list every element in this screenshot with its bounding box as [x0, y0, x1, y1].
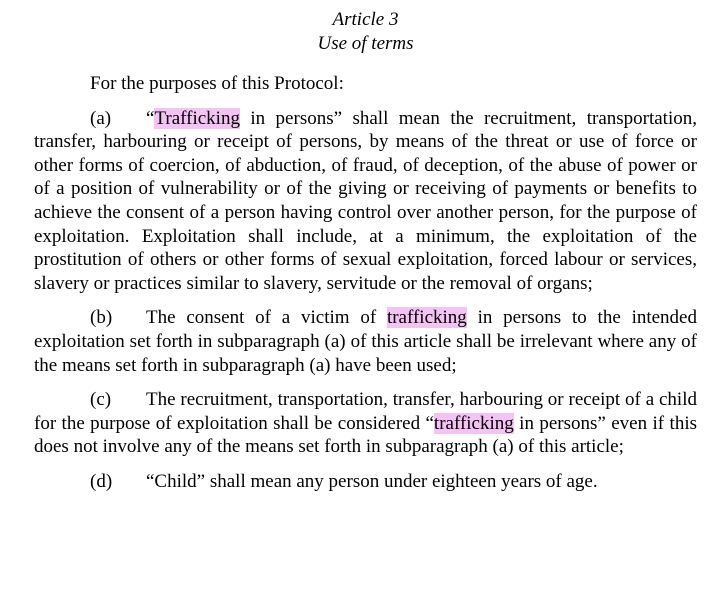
paragraph-b-after: in persons to the intended exploitation set forth in subparagraph (a) of this article shall be irrelevant where any of the means set forth in subparagraph (a) have been used;	[34, 307, 697, 376]
highlight-trafficking-c: trafficking	[433, 412, 514, 434]
paragraph-c-before: The recruitment, transportation, transfer, harbouring or receipt of a child for the purpose of exploitation shall be considered “	[34, 389, 697, 434]
highlight-trafficking-b: trafficking	[386, 307, 467, 329]
paragraph-marker-d: (d)	[90, 470, 113, 492]
intro-text: For the purposes of this Protocol:	[90, 73, 344, 94]
paragraph-c	[34, 388, 697, 459]
article-title: Use of terms	[317, 33, 414, 54]
paragraph-a	[34, 107, 697, 296]
paragraph-b	[34, 306, 697, 377]
paragraph-d	[34, 470, 697, 494]
paragraph-a-after: in persons” shall mean the recruitment, transportation, transfer, harbouring or receipt of persons, by means of the threat or use of force or other forms of coercion, of abduction, of fraud, of deception, of the abuse of power or of a position of vulnerability or of the giving or receiving of payments or benefits to achieve the consent of a person having control over another person, for the purpose of exploitation. Exploitation shall include, at a minimum, the exploitation of the prostitution of others or other forms of sexual exploitation, forced labour or services, slavery or practices similar to slavery, servitude or the removal of organs;	[34, 107, 697, 294]
paragraph-marker-c: (c)	[90, 389, 112, 411]
paragraph-b-before: The consent of a victim of	[146, 307, 387, 329]
paragraph-marker-b: (b)	[90, 307, 113, 329]
article-number: Article 3	[332, 9, 399, 30]
highlight-trafficking-a: Trafficking	[154, 107, 240, 129]
paragraph-d-text: “Child” shall mean any person under eighteen years of age.	[146, 470, 598, 492]
paragraph-c-after: in persons” even if this does not involve any of the means set forth in subparagraph (a) of this article;	[34, 412, 697, 458]
paragraph-marker-a: (a)	[90, 107, 112, 129]
paragraph-a-open-quote: “	[146, 107, 155, 129]
